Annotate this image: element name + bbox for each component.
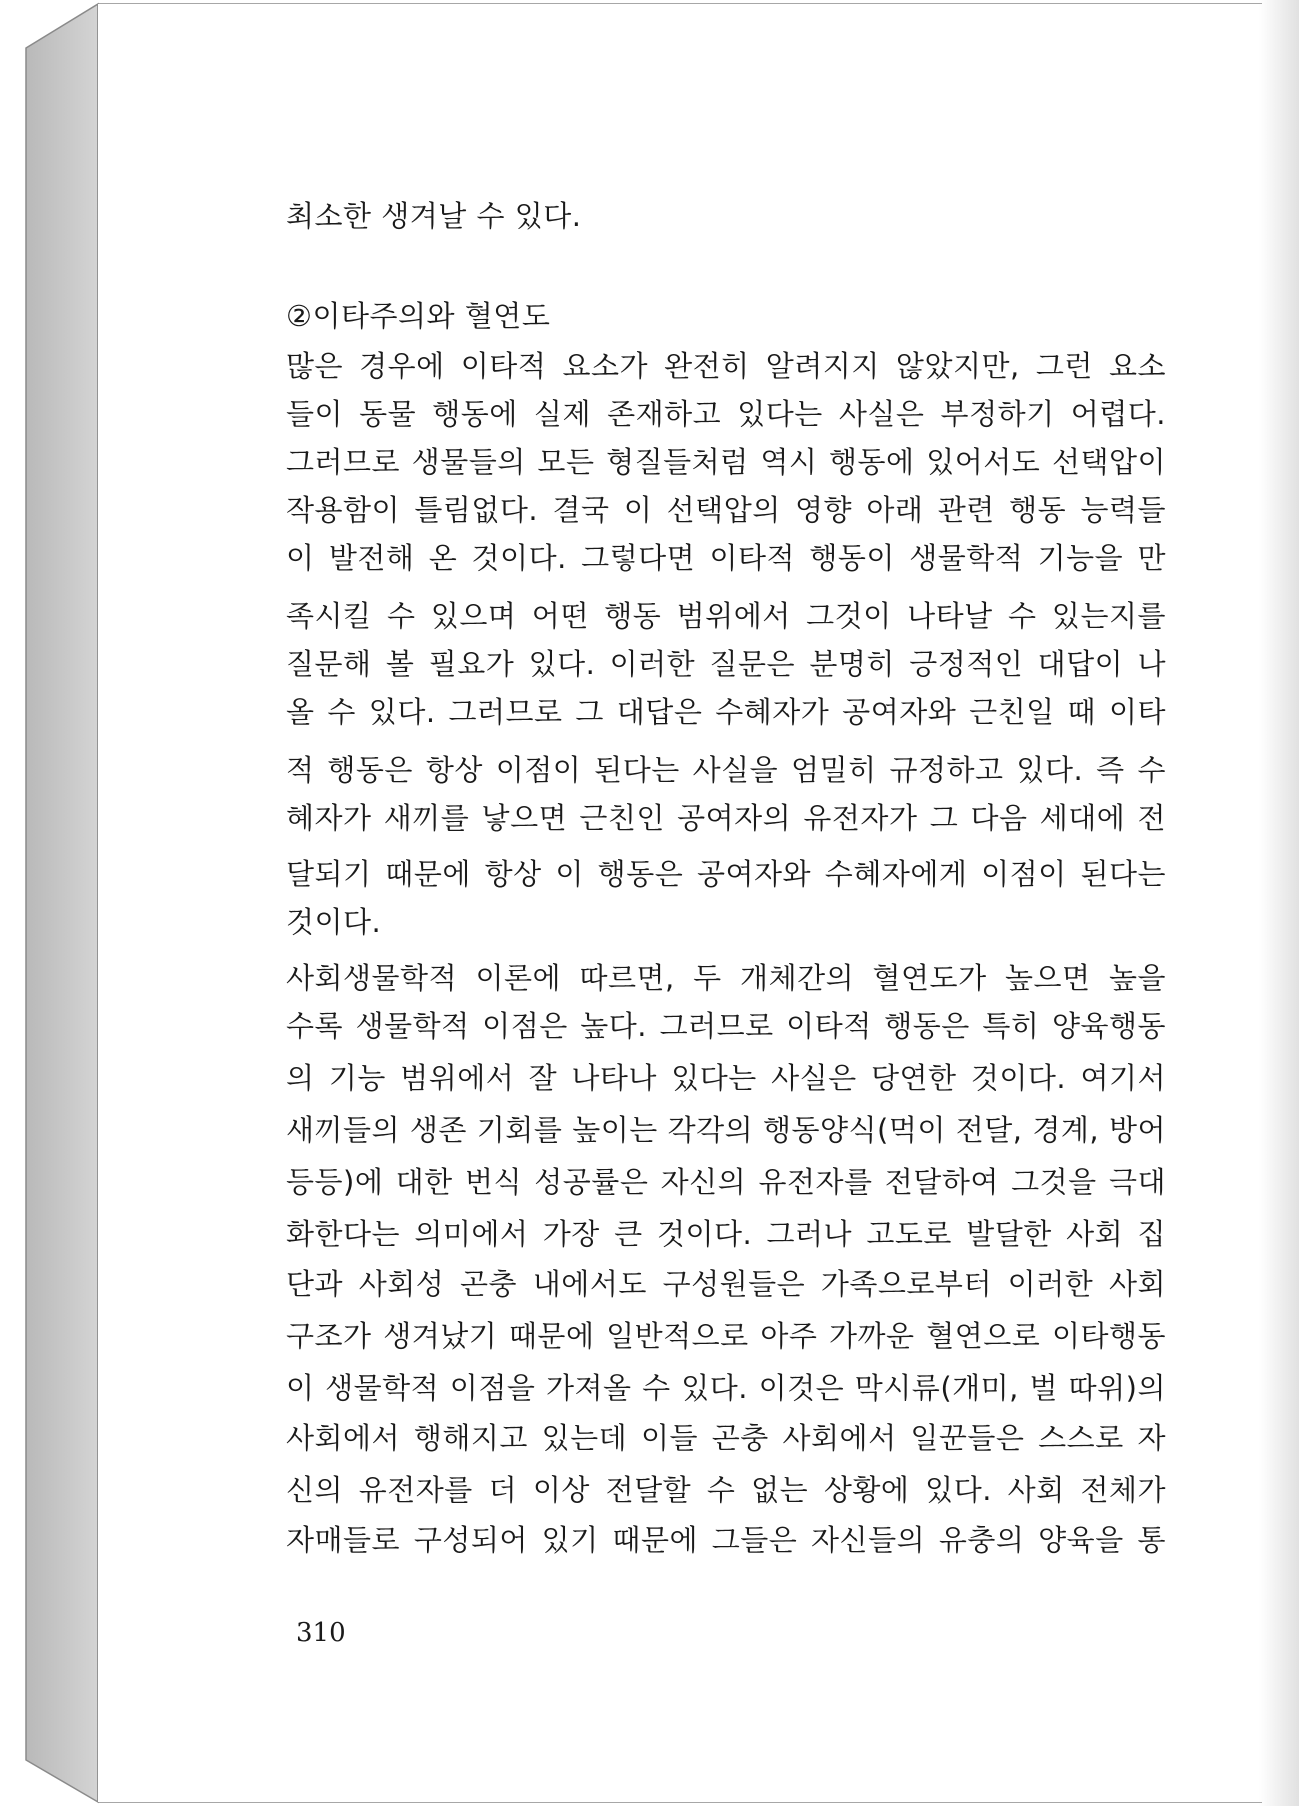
text-line: 단과 사회성 곤충 내에서도 구성원들은 가족으로부터 이러한 사회 <box>286 1267 1166 1301</box>
text-line: 새끼들의 생존 기회를 높이는 각각의 행동양식(먹이 전달, 경계, 방어 <box>286 1113 1166 1147</box>
text-line: 들이 동물 행동에 실제 존재하고 있다는 사실은 부정하기 어렵다. <box>286 397 1166 431</box>
text-line: 사회에서 행해지고 있는데 이들 곤충 사회에서 일꾼들은 스스로 자 <box>286 1421 1166 1455</box>
opening-line: 최소한 생겨날 수 있다. <box>286 199 582 233</box>
text-line: 달되기 때문에 항상 이 행동은 공여자와 수혜자에게 이점이 된다는 <box>286 857 1166 891</box>
text-line: 많은 경우에 이타적 요소가 완전히 알려지지 않았지만, 그런 요소 <box>286 349 1166 383</box>
text-line: 화한다는 의미에서 가장 큰 것이다. 그러나 고도로 발달한 사회 집 <box>286 1217 1166 1251</box>
text-line: 의 기능 범위에서 잘 나타나 있다는 사실은 당연한 것이다. 여기서 <box>286 1061 1166 1095</box>
text-line: 올 수 있다. 그러므로 그 대답은 수혜자가 공여자와 근친일 때 이타 <box>286 695 1166 729</box>
text-line: 사회생물학적 이론에 따르면, 두 개체간의 혈연도가 높으면 높을 <box>286 961 1166 995</box>
text-line: 혜자가 새끼를 낳으면 근친인 공여자의 유전자가 그 다음 세대에 전 <box>286 801 1166 835</box>
text-line: 신의 유전자를 더 이상 전달할 수 없는 상황에 있다. 사회 전체가 <box>286 1473 1166 1507</box>
text-line: 이 생물학적 이점을 가져올 수 있다. 이것은 막시류(개미, 벌 따위)의 <box>286 1371 1166 1405</box>
text-line: 등등)에 대한 번식 성공률은 자신의 유전자를 전달하여 그것을 극대 <box>286 1165 1166 1199</box>
text-line: 것이다. <box>286 905 382 939</box>
text-line: 작용함이 틀림없다. 결국 이 선택압의 영향 아래 관련 행동 능력들 <box>286 493 1166 527</box>
text-line: 자매들로 구성되어 있기 때문에 그들은 자신들의 유충의 양육을 통 <box>286 1523 1166 1557</box>
text-line: 질문해 볼 필요가 있다. 이러한 질문은 분명히 긍정적인 대답이 나 <box>286 647 1166 681</box>
text-line: 족시킬 수 있으며 어떤 행동 범위에서 그것이 나타날 수 있는지를 <box>286 599 1166 633</box>
text-line: 수록 생물학적 이점은 높다. 그러므로 이타적 행동은 특히 양육행동 <box>286 1009 1166 1043</box>
text-line: 구조가 생겨났기 때문에 일반적으로 아주 가까운 혈연으로 이타행동 <box>286 1319 1166 1353</box>
page-number: 310 <box>296 1618 346 1648</box>
page-edge-shadow <box>1259 0 1299 1806</box>
text-line: 적 행동은 항상 이점이 된다는 사실을 엄밀히 규정하고 있다. 즉 수 <box>286 753 1166 787</box>
text-line: 그러므로 생물들의 모든 형질들처럼 역시 행동에 있어서도 선택압이 <box>286 445 1166 479</box>
text-line: 이 발전해 온 것이다. 그렇다면 이타적 행동이 생물학적 기능을 만 <box>286 541 1166 575</box>
section-heading: ②이타주의와 혈연도 <box>286 299 551 333</box>
